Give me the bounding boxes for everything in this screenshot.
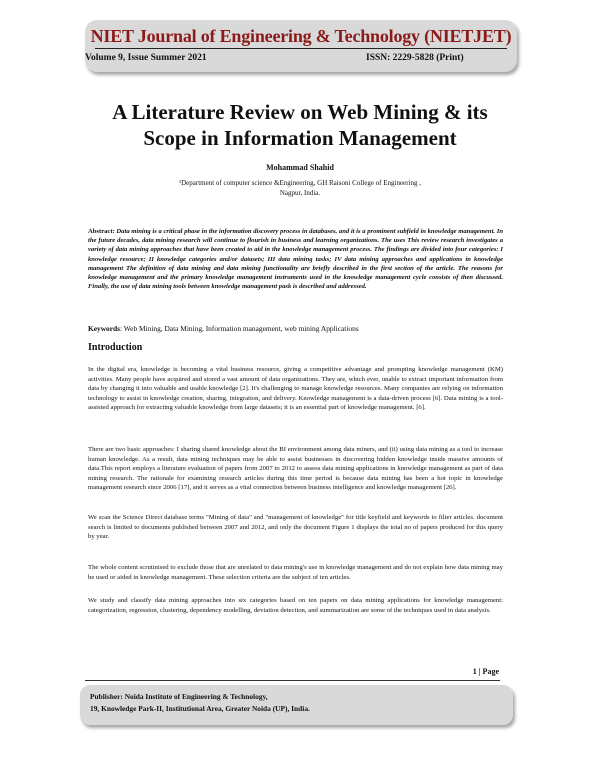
page-number: 1 | Page: [472, 667, 499, 676]
intro-paragraph-4: The whole content scrutinised to exclude those that are unrelated to data mining's use in knowledge management and do not explain how data mining may be used or aided in knowledge management. These selection criteria are the subject of ten articles.: [88, 564, 503, 581]
header-divider: [95, 48, 507, 49]
publisher-footer: [80, 685, 513, 725]
affiliation: [120, 178, 480, 198]
volume-issue: Volume 9, Issue Summer 2021: [85, 53, 207, 63]
title-line-2: Scope in Information Management: [143, 126, 457, 150]
keywords-label: Keywords: [88, 324, 121, 333]
title-line-1: A Literature Review on Web Mining & its: [112, 100, 488, 124]
affiliation-line-2: Nagpur, India.: [279, 189, 321, 197]
keywords-text: : Web Mining, Data Mining, Information management, web mining Applications: [120, 324, 359, 333]
abstract-text: Data mining is a critical phase in the information discovery process in databases, and it is a prominent subfield in knowledge management. In the future decades, data mining research will continue to flourish in business and learning organizations. The uses This review research investigates a variety of data mining approaches that have been created to aid in the knowledge management process. The findings are divided into four categories: I knowledge resource; II knowledge categories and/or datasets; III data mining tasks; IV data mining approaches and applications in knowledge management The definition of data mining and data mining functionality are briefly described in the first section of the article. The reasons for knowledge management and the primary knowledge management instruments used in the knowledge management cycle consists of then discussed. Finally, the use of data mining tools between knowledge management pask is described and addressed.: [88, 228, 503, 291]
intro-paragraph-1: In the digital era, knowledge is becoming a vital business resource, giving a competitive advantage and prompting knowledge management (KM) activities. Many people have acquired and stored a vast amount of data organizations. They are, which ever, unable to extract important information from data by changing it into valuable and usable knowledge [2]. It's challenging to manage knowledge resources. Many companies are relying on information technology to assist in knowledge creation, sharing, integration, and delivery. Knowledge management is a data-driven process [6]. Data mining is a tool-assisted approach for extracting valuable knowledge from large datasets; it is an essential part of knowledge management. [6].: [88, 366, 503, 411]
publisher-line-2: 19, Knowledge Park-II, Institutional Area, Greater Noida (UP), India.: [90, 704, 310, 713]
section-heading-introduction: Introduction: [88, 342, 143, 353]
issn: ISSN: 2229-5828 (Print): [366, 53, 464, 63]
page-number-divider: [85, 680, 500, 681]
affiliation-line-1: ¹Department of computer science &Engineering, GH Raisoni College of Engineering ,: [179, 179, 421, 187]
abstract-label: Abstract:: [88, 228, 115, 235]
journal-title: NIET Journal of Engineering & Technology (NIETJET): [90, 26, 512, 46]
intro-paragraph-5: We study and classify data mining approaches into six categories based on ten papers on data mining applications for knowledge management: categorization, regression, clustering, dependency modelling, deviation detection, and summarization are some of the techniques used in data analysis.: [88, 597, 503, 614]
abstract: [88, 227, 503, 291]
author-name: Mohammad Shahid: [266, 163, 334, 172]
publisher-line-1: Publisher: Noida Institute of Engineering & Technology,: [90, 692, 268, 701]
journal-header: [85, 20, 517, 72]
paper-title: [60, 99, 540, 151]
intro-paragraph-2: There are two basic approaches: I sharing shared knowledge about the BI environment among data miners, and (ii) using data mining as a tool to increase human knowledge. As a result, data mining techniques may be able to assist businesses in discovering hidden knowledge inside massive amounts of data.This report employs a literature evaluation of papers from 2007 to 2012 to assess data mining applications in knowledge management as part of data mining research. The rationale for examining research articles during this time period is because data mining has been a hot topic in knowledge management research since 2006 [17], and it serves as a vital connection between business intelligence and knowledge management [26].: [88, 446, 503, 491]
keywords: [88, 324, 503, 333]
intro-paragraph-3: We scan the Science Direct database terms "Mining of data" and "management of knowledge" for title keyfield and keywords to filter articles. document search is limited to documents published between 2007 and 2012, and only the document Figure 1 displays the total no of papers produced for this query by year.: [88, 514, 503, 540]
